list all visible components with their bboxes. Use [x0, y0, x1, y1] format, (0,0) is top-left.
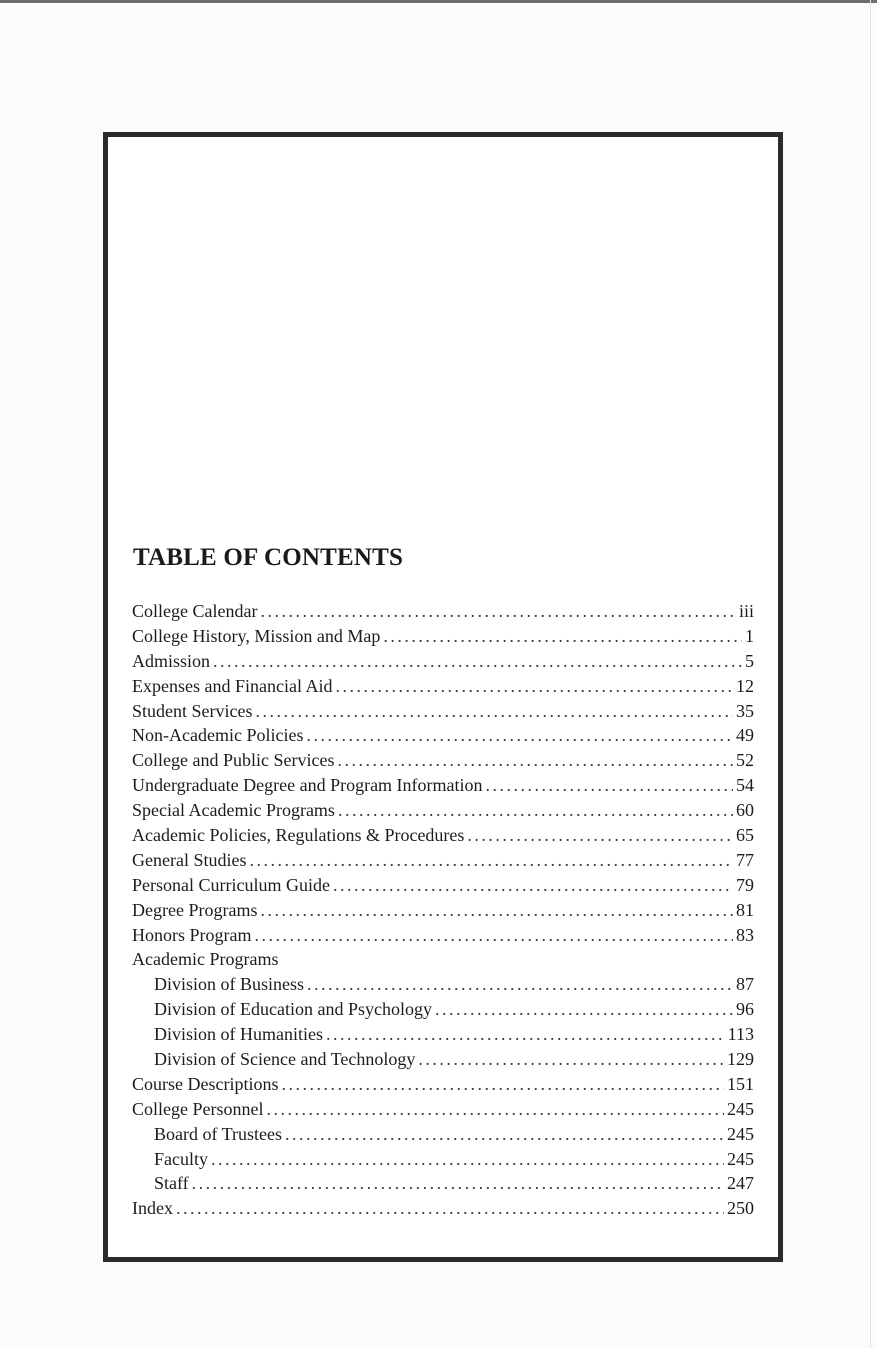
toc-entry-label: Degree Programs: [132, 899, 258, 920]
toc-entry: [132, 748, 754, 773]
toc-dot-leader: [255, 923, 734, 948]
toc-entry-label: Course Descriptions: [132, 1073, 279, 1094]
toc-dot-leader: [213, 649, 742, 674]
toc-entry-label: Student Services: [132, 700, 253, 721]
toc-entry: [132, 798, 754, 823]
toc-entry-label: Division of Humanities: [154, 1024, 323, 1045]
toc-entry: [132, 947, 754, 972]
page-title: TABLE OF CONTENTS: [133, 544, 404, 571]
toc-entry-page-number: 245: [727, 1123, 754, 1144]
toc-entry: [132, 624, 754, 649]
toc-dot-leader: [266, 1097, 724, 1122]
toc-dot-leader: [486, 773, 733, 798]
toc-entry: [132, 1196, 754, 1221]
toc-entry-label: Division of Education and Psychology: [154, 999, 432, 1020]
toc-entry-page-number: 49: [736, 725, 754, 746]
toc-entry: [132, 923, 754, 948]
toc-entry-label: Academic Policies, Regulations & Procedures: [132, 825, 465, 846]
toc-dot-leader: [281, 1072, 724, 1097]
toc-entry-page-number: 60: [736, 800, 754, 821]
toc-entry-page-number: 247: [727, 1173, 754, 1194]
toc-entry-label: Division of Science and Technology: [154, 1049, 416, 1070]
toc-entry: [132, 1147, 754, 1172]
toc-dot-leader: [260, 898, 733, 923]
toc-entry-label: General Studies: [132, 849, 247, 870]
toc-entry-label: Faculty: [154, 1148, 208, 1169]
toc-dot-leader: [418, 1047, 724, 1072]
toc-entry-label: College and Public Services: [132, 750, 335, 771]
toc-entry-label: Non-Academic Policies: [132, 725, 304, 746]
toc-entry: [132, 599, 754, 624]
toc-dot-leader: [285, 1122, 724, 1147]
toc-entry: [132, 1022, 754, 1047]
toc-entry-page-number: 65: [736, 825, 754, 846]
toc-entry-label: Undergraduate Degree and Program Information: [132, 775, 483, 796]
toc-entry-page-number: 87: [736, 974, 754, 995]
toc-entry-page-number: iii: [738, 601, 754, 621]
toc-entry-page-number: 1: [745, 625, 754, 646]
toc-entry-page-number: 81: [736, 899, 754, 920]
toc-entry: [132, 1097, 754, 1122]
toc-entry-page-number: 54: [736, 775, 754, 796]
toc-entry: [132, 674, 754, 699]
toc-entry: [132, 898, 754, 923]
scan-edge-top: [0, 0, 877, 3]
toc-dot-leader: [467, 823, 733, 848]
toc-entry-label: College History, Mission and Map: [132, 625, 381, 646]
toc-dot-leader: [260, 599, 736, 624]
toc-dot-leader: [335, 674, 733, 699]
toc-entry-page-number: 113: [727, 1024, 754, 1045]
toc-entry-page-number: 83: [736, 924, 754, 945]
toc-dot-leader: [255, 699, 733, 724]
toc-entry-label: College Calendar: [132, 601, 258, 621]
toc-entry-page-number: 96: [736, 999, 754, 1020]
toc-entry: [132, 823, 754, 848]
toc-entry-page-number: 151: [727, 1073, 754, 1094]
toc-list: [132, 599, 754, 1221]
toc-entry-label: Staff: [154, 1173, 189, 1194]
toc-entry: [132, 699, 754, 724]
toc-entry: [132, 848, 754, 873]
toc-entry-label: Academic Programs: [132, 949, 279, 970]
toc-dot-leader: [306, 723, 733, 748]
toc-entry-page-number: 245: [727, 1098, 754, 1119]
toc-entry-label: Honors Program: [132, 924, 252, 945]
toc-entry-label: Division of Business: [154, 974, 305, 995]
toc-entry-page-number: 129: [727, 1049, 754, 1070]
toc-entry: [132, 723, 754, 748]
toc-dot-leader: [326, 1022, 725, 1047]
toc-dot-leader: [435, 997, 733, 1022]
toc-entry-label: Special Academic Programs: [132, 800, 335, 821]
toc-entry: [132, 997, 754, 1022]
toc-entry: [132, 773, 754, 798]
toc-entry-page-number: 77: [736, 849, 754, 870]
toc-entry-page-number: 35: [736, 700, 754, 721]
toc-entry-label: Expenses and Financial Aid: [132, 675, 333, 696]
toc-entry-label: College Personnel: [132, 1098, 264, 1119]
toc-dot-leader: [307, 972, 733, 997]
toc-entry-label: Admission: [132, 650, 211, 671]
toc-entry: [132, 1047, 754, 1072]
toc-entry: [132, 1072, 754, 1097]
toc-dot-leader: [338, 798, 733, 823]
toc-entry: [132, 1171, 754, 1196]
toc-dot-leader: [249, 848, 733, 873]
toc-dot-leader: [383, 624, 742, 649]
toc-entry-page-number: 250: [727, 1198, 754, 1219]
toc-entry-page-number: 5: [745, 650, 754, 671]
toc-entry-page-number: 245: [727, 1148, 754, 1169]
toc-dot-leader: [211, 1147, 724, 1172]
toc-dot-leader: [337, 748, 733, 773]
toc-entry-page-number: 12: [736, 675, 754, 696]
toc-entry-page-number: 52: [736, 750, 754, 771]
toc-entry: [132, 873, 754, 898]
scan-edge-right: [870, 0, 871, 1348]
toc-dot-leader: [176, 1196, 724, 1221]
toc-entry-label: Personal Curriculum Guide: [132, 874, 330, 895]
toc-entry-label: Board of Trustees: [154, 1123, 283, 1144]
toc-dot-leader: [192, 1171, 724, 1196]
toc-entry-label: Index: [132, 1198, 173, 1219]
toc-entry-page-number: 79: [736, 874, 754, 895]
toc-dot-leader: [333, 873, 733, 898]
toc-entry: [132, 972, 754, 997]
toc-entry: [132, 1122, 754, 1147]
toc-entry: [132, 649, 754, 674]
